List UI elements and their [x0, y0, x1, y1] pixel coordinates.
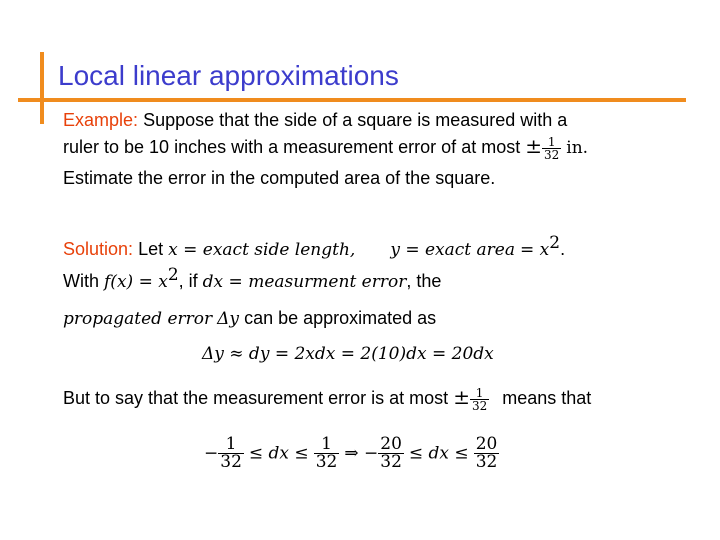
let-text: Let	[138, 239, 164, 259]
error-inequality: − $\frac{1}{32}$ ≤ dx ≤ $\frac{1}{32}$ ⇒ − $\frac{20}{32}$ ≤ dx ≤ $\frac{20}{32}$	[204, 434, 498, 472]
fraction-1-32-a: $\frac{1}{32}$	[220, 434, 242, 472]
accent-horizontal-bar	[18, 98, 686, 102]
dx-definition: dx = measurment error	[202, 272, 407, 292]
x-definition: x = exact side length,	[168, 240, 356, 260]
solution-line-2: With $f(x) = x^2$, if dx = measurment error, the	[63, 265, 442, 292]
accent-vertical-bar	[40, 52, 44, 124]
fraction-20-32-a: $\frac{20}{32}$	[380, 434, 402, 472]
with-text: With	[63, 271, 99, 291]
the-text: , the	[406, 271, 442, 291]
if-text: , if	[178, 271, 198, 291]
example-text-1: Suppose that the side of a square is measured with a	[143, 110, 568, 130]
approx-text: can be approximated as	[244, 308, 437, 328]
y-equals-x: = x	[520, 240, 550, 260]
fraction-20-32-b: $\frac{20}{32}$	[475, 434, 498, 472]
f-definition: f(x) = x	[104, 272, 168, 292]
y-definition: y = exact area	[390, 240, 515, 260]
plus-minus-symbol: ±	[525, 134, 542, 158]
means-text: means that	[502, 388, 592, 408]
solution-label: Solution:	[63, 239, 134, 259]
fraction-1-32-b: $\frac{1}{32}$	[315, 434, 338, 472]
plus-minus-symbol-2: ±	[453, 385, 470, 409]
example-line-2	[63, 134, 588, 161]
fraction-one-over-32-2: $\frac{1}{32}$	[471, 385, 488, 413]
example-line-1	[63, 110, 567, 131]
example-label: Example:	[63, 110, 139, 130]
solution-line-3	[63, 308, 436, 329]
fraction-one-over-32: $\frac{1}{32}$	[544, 134, 560, 162]
example-line-3: Estimate the error in the computed area of the square.	[63, 168, 496, 188]
solution-line-1: Solution: Let x = exact side length, y = exact area = $x^2$.	[63, 233, 566, 260]
implies-symbol: ⇒ −	[344, 443, 379, 464]
but-text: But to say that the measurement error is at most	[63, 388, 449, 408]
delta-y-term: Δy	[217, 309, 240, 329]
derivative-equation: Δy ≈ dy = 2xdx = 2(10)dx = 20dx	[202, 344, 494, 364]
propagated-error-term: propagated error	[63, 309, 213, 329]
solution-line-4	[63, 385, 591, 412]
slide-title: Local linear approximations	[58, 60, 399, 91]
example-text-2: ruler to be 10 inches with a measurement error of at most	[63, 137, 521, 157]
unit-inches: in.	[566, 138, 589, 158]
